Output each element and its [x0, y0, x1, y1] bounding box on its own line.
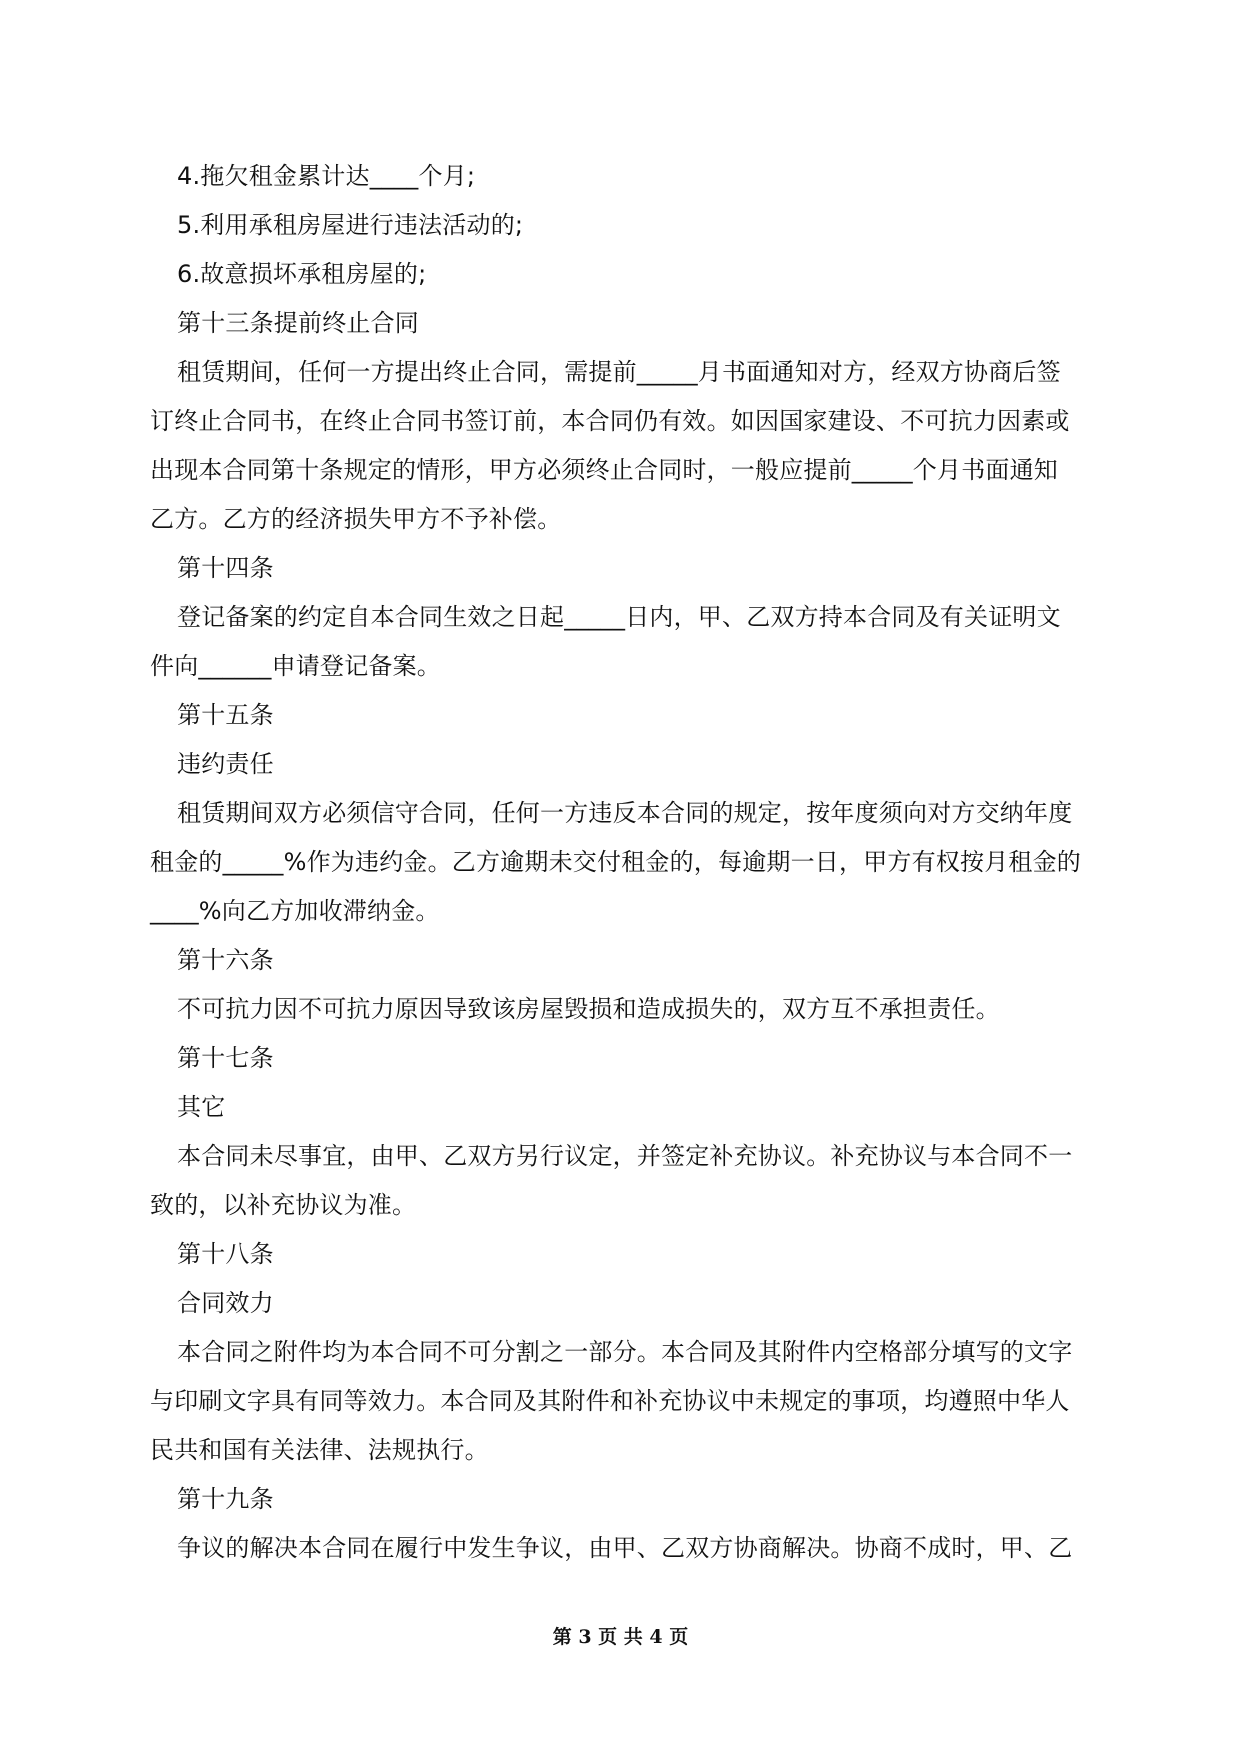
clause-line: 4.拖欠租金累计达____个月; [177, 162, 476, 190]
article-heading: 第十五条 [177, 701, 274, 729]
paragraph-line: 租赁期间双方必须信守合同，任何一方违反本合同的规定，按年度须向对方交纳年度 [177, 799, 1073, 827]
paragraph-line: 争议的解决本合同在履行中发生争议，由甲、乙双方协商解决。协商不成时，甲、乙 [177, 1534, 1073, 1562]
document-body [150, 152, 1090, 1573]
paragraph-line: 与印刷文字具有同等效力。本合同及其附件和补充协议中未规定的事项，均遵照中华人 [150, 1387, 1070, 1415]
clause-line: 6.故意损坏承租房屋的; [177, 260, 427, 288]
article-heading: 第十六条 [177, 946, 274, 974]
paragraph-line: 订终止合同书，在终止合同书签订前，本合同仍有效。如因国家建设、不可抗力因素或 [150, 407, 1070, 435]
paragraph-line: 本合同未尽事宜，由甲、乙双方另行议定，并签定补充协议。补充协议与本合同不一 [177, 1142, 1073, 1170]
paragraph-line: 本合同之附件均为本合同不可分割之一部分。本合同及其附件内空格部分填写的文字 [177, 1338, 1073, 1366]
paragraph-line: 民共和国有关法律、法规执行。 [150, 1436, 489, 1464]
paragraph-line: 致的，以补充协议为准。 [150, 1191, 417, 1219]
article-heading: 第十八条 [177, 1240, 274, 1268]
article-heading: 第十七条 [177, 1044, 274, 1072]
paragraph-line: 乙方。乙方的经济损失甲方不予补偿。 [150, 505, 562, 533]
paragraph-line: ____%向乙方加收滞纳金。 [150, 897, 440, 925]
paragraph-line: 出现本合同第十条规定的情形，甲方必须终止合同时，一般应提前_____个月书面通知 [150, 456, 1058, 484]
article-heading: 第十四条 [177, 554, 274, 582]
clause-line: 5.利用承租房屋进行违法活动的; [177, 211, 524, 239]
article-heading: 第十九条 [177, 1485, 274, 1513]
paragraph-line: 租金的_____%作为违约金。乙方逾期未交付租金的，每逾期一日，甲方有权按月租金的 [150, 848, 1082, 876]
paragraph-line: 不可抗力因不可抗力原因导致该房屋毁损和造成损失的，双方互不承担责任。 [177, 995, 1000, 1023]
paragraph-line: 登记备案的约定自本合同生效之日起_____日内，甲、乙双方持本合同及有关证明文 [177, 603, 1061, 631]
page-number-footer: 第 3 页 共 4 页 [552, 1626, 689, 1648]
article-subtitle: 其它 [177, 1093, 226, 1121]
paragraph-line: 件向______申请登记备案。 [150, 652, 441, 680]
article-subtitle: 合同效力 [177, 1289, 274, 1317]
article-subtitle: 违约责任 [177, 750, 274, 778]
article-heading: 第十三条提前终止合同 [177, 309, 419, 337]
paragraph-line: 租赁期间，任何一方提出终止合同，需提前_____月书面通知对方，经双方协商后签 [177, 358, 1061, 386]
